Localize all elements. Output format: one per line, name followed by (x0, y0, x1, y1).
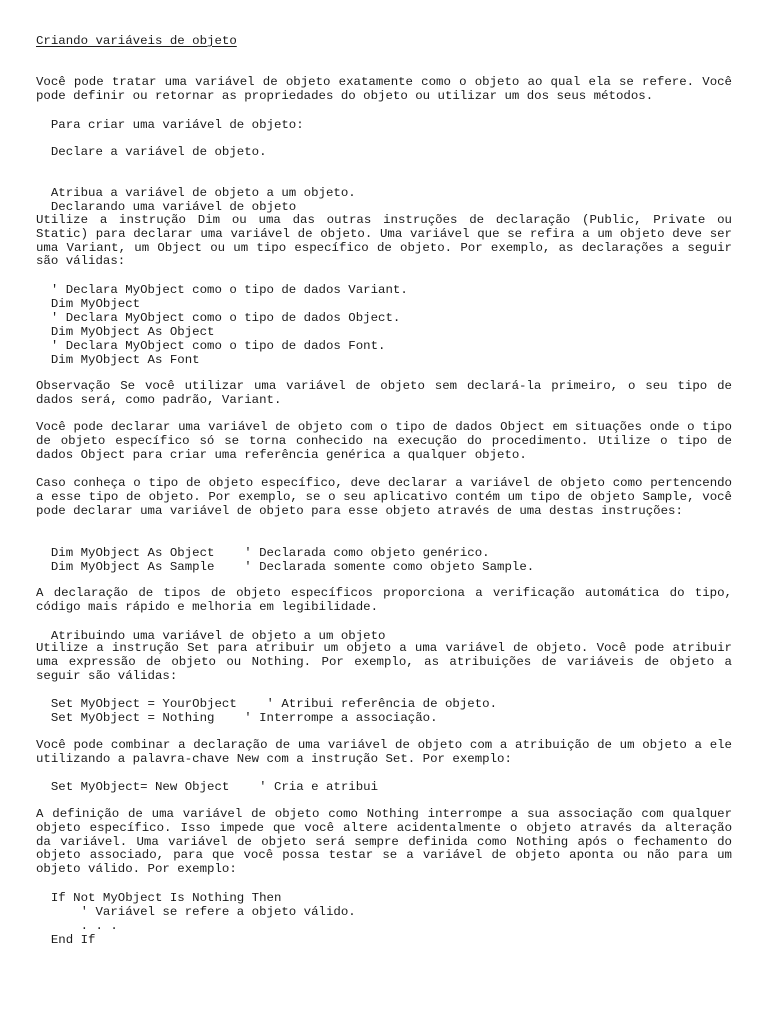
step-1: Declare a variável de objeto. (36, 145, 267, 159)
declarando-heading: Declarando uma variável de objeto (36, 200, 297, 214)
code-line: End If (36, 933, 96, 947)
code-line-new-object: Set MyObject= New Object ' Cria e atribui (36, 780, 379, 794)
code-line: ' Declara MyObject como o tipo de dados Font. (36, 339, 386, 353)
code-line: ' Declara MyObject como o tipo de dados Object. (36, 311, 401, 325)
para-criar-heading: Para criar uma variável de objeto: (36, 118, 304, 132)
caso-paragraph: Caso conheça o tipo de objeto específico, deve declarar a variável de objeto como pertencendo a esse tipo de objeto. Por exemplo, se o seu aplicativo contém um tipo de objeto Sample, você pode declarar uma variável de objeto para esse objeto através de uma destas instruções: (36, 476, 732, 518)
code-line: ' Declara MyObject como o tipo de dados Variant. (36, 283, 408, 297)
code-line: Dim MyObject As Object ' Declarada como objeto genérico. (36, 546, 490, 560)
code-line: Dim MyObject As Object (36, 325, 215, 339)
intro-paragraph: Você pode tratar uma variável de objeto exatamente como o objeto ao qual ela se refere. Você pode definir ou retornar as propriedades do objeto ou utilizar um dos seus métodos. (36, 75, 732, 103)
code-line: ' Variável se refere a objeto válido. (36, 905, 356, 919)
object-type-paragraph: Você pode declarar uma variável de objeto com o tipo de dados Object em situações onde o tipo de objeto específico só se torna conhecido na execução do procedimento. Utilize o tipo de dados Object para criar uma referência genérica a qualquer objeto. (36, 420, 732, 462)
code-line: Dim MyObject (36, 297, 141, 311)
observacao-paragraph: Observação Se você utilizar uma variável de objeto sem declará-la primeiro, o seu tipo de dados será, como padrão, Variant. (36, 379, 732, 407)
page-title: Criando variáveis de objeto (36, 34, 237, 48)
code-line: If Not MyObject Is Nothing Then (36, 891, 282, 905)
combinar-paragraph: Você pode combinar a declaração de uma variável de objeto com a atribuição de um objeto a ele utilizando a palavra-chave New com a instrução Set. Por exemplo: (36, 738, 732, 766)
code-line: Set MyObject = YourObject ' Atribui referência de objeto. (36, 697, 498, 711)
code-line: Set MyObject = Nothing ' Interrompe a associação. (36, 711, 438, 725)
nothing-paragraph: A definição de uma variável de objeto como Nothing interrompe a sua associação com qualquer objeto específico. Isso impede que você altere acidentalmente o objeto através da alteração da variável. Uma variável de objeto será sempre definida como Nothing após o fechamento do objeto associado, para que você possa testar se a variável de objeto aponta ou não para um objeto válido. Por exemplo: (36, 807, 732, 877)
code-line: . . . (36, 919, 118, 933)
step-2: Atribua a variável de objeto a um objeto. (36, 186, 356, 200)
declarando-paragraph: Utilize a instrução Dim ou uma das outras instruções de declaração (Public, Private ou Static) para declarar uma variável de objeto. Uma variável que se refira a um objeto deve ser uma Variant, um Object ou um tipo específico de objeto. Por exemplo, as declarações a seguir são válidas: (36, 213, 732, 269)
atribuindo-paragraph: Utilize a instrução Set para atribuir um objeto a uma variável de objeto. Você pode atribuir uma expressão de objeto ou Nothing. Por exemplo, as atribuições de variáveis de objeto a seguir são válidas: (36, 641, 732, 683)
code-line: Dim MyObject As Font (36, 353, 200, 367)
declaracao-paragraph: A declaração de tipos de objeto específicos proporciona a verificação automática do tipo, código mais rápido e melhoria em legibilidade. (36, 586, 732, 614)
code-line: Dim MyObject As Sample ' Declarada somente como objeto Sample. (36, 560, 535, 574)
atribuindo-heading: Atribuindo uma variável de objeto a um objeto (36, 629, 386, 643)
